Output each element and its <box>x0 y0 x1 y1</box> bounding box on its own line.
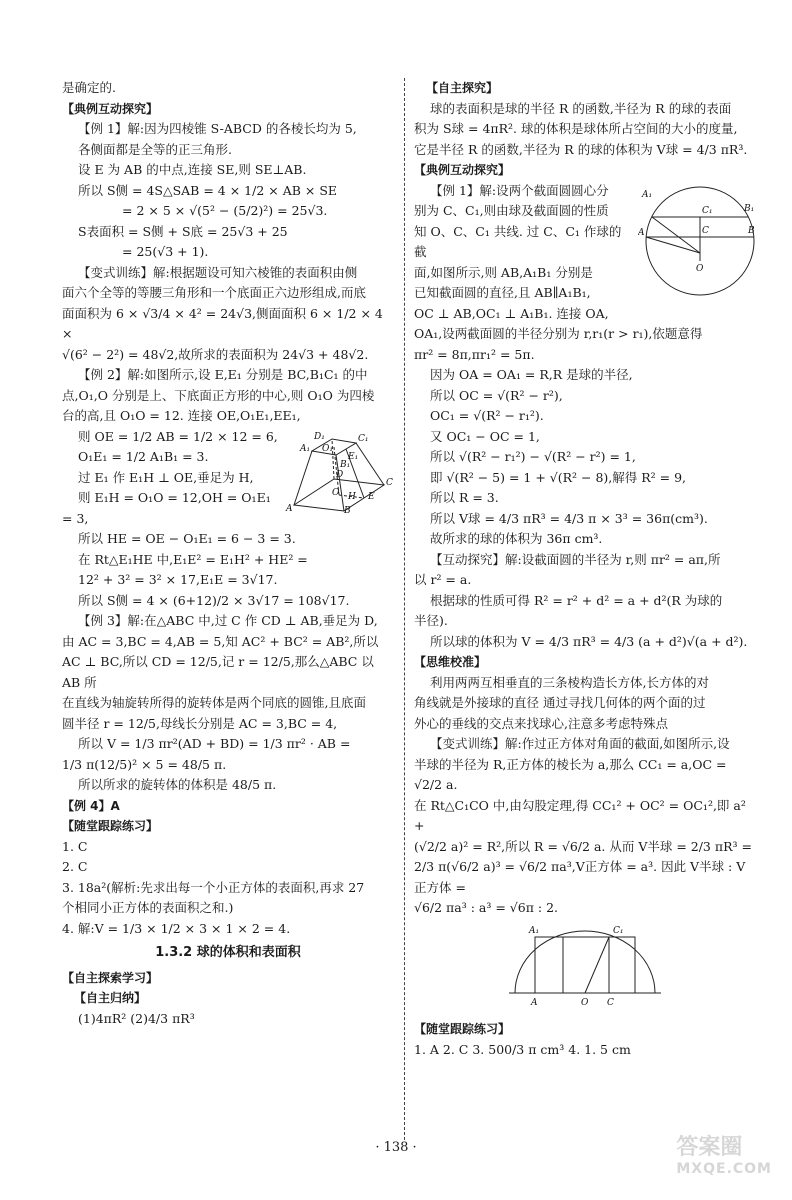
formula-line: √6/2 πa³ : a³ = √6π : 2. <box>414 900 558 915</box>
label-B: B <box>344 505 351 513</box>
answer-line: 1. A 2. C 3. 500/3 π cm³ 4. 1. 5 cm <box>414 1041 631 1057</box>
label-D1: D₁ <box>314 431 325 442</box>
label-A1: A₁ <box>300 443 311 454</box>
formula-line: 即 √(R² − 5) = 1 + √(R² − 8),解得 R² = 9, <box>430 469 687 485</box>
answer-line: 2. C <box>62 859 88 874</box>
text-line: 【例 1】解:因为四棱锥 S-ABCD 的各棱长均为 5, <box>78 121 357 136</box>
text-line: 球的表面积是球的半径 R 的函数,半径为 R 的球的表面 <box>430 100 732 116</box>
watermark-bottom: MXQE.COM <box>676 1161 772 1177</box>
page-number: · 138 · <box>375 1140 417 1155</box>
text-line: 已知截面圆的直径,且 AB∥A₁B₁, <box>414 285 591 300</box>
formula-line: 2/3 π(√6/2 a)³ = √6/2 πa³,V正方体 = a³. 因此 V半球 : V正方体 = <box>414 859 746 895</box>
formula-line: 则 OE = 1/2 AB = 1/2 × 12 = 6, <box>78 428 278 444</box>
formula-line: 所以 V球 = 4/3 πR³ = 4/3 π × 3³ = 36π(cm³). <box>430 510 708 526</box>
hemisphere-figure-wrap <box>414 923 756 1016</box>
text-line: 所以所求的旋转体的体积是 48/5 π. <box>78 777 277 792</box>
text-line: 【互动探究】解:设截面圆的半径为 r,则 πr² = aπ,所 <box>430 551 721 567</box>
formula-line: S表面积 = S侧 + S底 = 25√3 + 25 <box>78 223 288 239</box>
label-A1: A₁ <box>529 925 540 936</box>
section-heading: 【思维校准】 <box>414 655 487 669</box>
label-B: B <box>748 225 755 236</box>
text-line: 角线就是外接球的直径 通过寻找几何体的两个面的过 <box>414 695 706 710</box>
text-line: 个相同小正方体的表面积之和.) <box>62 900 234 915</box>
text-line: 因为 OA = OA₁ = R,R 是球的半径, <box>430 367 633 382</box>
formula-line: 所以 OC = √(R² − r²), <box>430 387 563 403</box>
formula-line: 所以 R = 3. <box>430 490 499 505</box>
text-line: 知 O、C、C₁ 共线. 过 C、C₁ 作球的截 <box>414 223 622 259</box>
watermark-top: 答案圈 <box>676 1135 743 1160</box>
section-heading: 【典例互动探究】 <box>414 163 511 177</box>
label-A: A <box>531 997 538 1008</box>
label-H: H <box>348 491 356 502</box>
text-line: 点,O₁,O 分别是上、下底面正方形的中心,则 O₁O 为四棱 <box>62 387 375 403</box>
label-C1: C₁ <box>358 433 369 444</box>
formula-line: 所以 √(R² − r₁²) − √(R² − r²) = 1, <box>430 449 636 464</box>
text-line: 【变式训练】解:作过正方体对角面的截面,如图所示,设 <box>430 736 730 751</box>
text-line: 别为 C、C₁,则由球及截面圆的性质 <box>414 203 609 218</box>
answer-line: 【例 4】A <box>62 798 120 813</box>
text-line: 由 AC = 3,BC = 4,AB = 5,知 AC² + BC² = AB²,所以 <box>62 633 379 649</box>
right-column <box>414 78 756 1060</box>
label-C: C <box>702 225 709 236</box>
text-line: OC ⊥ AB,OC₁ ⊥ A₁B₁. 连接 OA, <box>414 305 609 321</box>
formula-line: 所以 S侧 = 4 × (6+12)/2 × 3√17 = 108√17. <box>78 592 350 608</box>
text-line: 【例 1】解:设两个截面圆圆心分 <box>430 182 609 198</box>
text-line: 过 E₁ 作 E₁H ⊥ OE,垂足为 H, <box>78 469 254 485</box>
text-line: 在直线为轴旋转所得的旋转体是两个同底的圆锥,且底面 <box>62 695 366 710</box>
answer-line: 1. C <box>62 838 88 854</box>
text-line: 设 E 为 AB 的中点,连接 SE,则 SE⊥AB. <box>78 162 307 177</box>
formula-line: = 2 × 5 × √(5² − (5/2)²) = 25√3. <box>122 203 328 218</box>
column-divider <box>404 78 405 1140</box>
label-D: D <box>336 469 344 480</box>
label-C: C <box>607 997 614 1008</box>
text-line: 则 E₁H = O₁O = 12,OH = O₁E₁ = 3, <box>62 490 271 526</box>
sphere-section-figure <box>638 183 756 299</box>
formula-line: 所以 S侧 = 4S△SAB = 4 × 1/2 × AB × SE <box>78 182 338 198</box>
label-A: A <box>638 227 645 238</box>
formula-line: 又 OC₁ − OC = 1, <box>430 428 540 444</box>
frustum-figure <box>284 429 394 513</box>
label-O: O <box>581 997 589 1008</box>
text-line: 根据球的性质可得 R² = r² + d² = a + d²(R 为球的 <box>430 592 723 608</box>
label-C1: C₁ <box>613 925 624 936</box>
section-heading: 【随堂跟踪练习】 <box>414 1022 511 1036</box>
label-B1: B₁ <box>340 459 351 470</box>
label-B1: B₁ <box>744 203 755 214</box>
formula-line: (√2/2 a)² = R²,所以 R = √6/2 a. 从而 V半球 = 2/3 πR³ = <box>414 838 752 854</box>
text-line: 【例 3】解:在△ABC 中,过 C 作 CD ⊥ AB,垂足为 D, <box>78 613 378 628</box>
text-line: AC ⊥ BC,所以 CD = 12/5,记 r = 12/5,那么△ABC 以 AB 所 <box>62 654 374 690</box>
formula-line: = 25(√3 + 1). <box>122 244 209 259</box>
text-line: 利用两两互相垂直的三条棱构造长方体,长方体的对 <box>430 674 709 690</box>
formula-line: 1/3 π(12/5)² × 5 = 48/5 π. <box>62 756 227 772</box>
text-line: OA₁,设两截面圆的半径分别为 r,r₁(r > r₁),依题意得 <box>414 326 703 341</box>
sub-heading: 【自主归纳】 <box>74 991 147 1005</box>
text-line: 3. 18a²(解析:先求出每一个小正方体的表面积,再求 27 <box>62 879 365 895</box>
label-O1: O₁ <box>322 443 333 454</box>
answer-line: (1)4πR² (2)4/3 πR³ <box>78 1010 195 1026</box>
left-column <box>62 78 394 1029</box>
section-title: 1.3.2 球的体积和表面积 <box>155 945 301 960</box>
label-A1: A₁ <box>642 189 653 200</box>
section-heading: 【自主探究】 <box>426 81 499 95</box>
label-A: A <box>286 503 293 513</box>
text-line: √(6² − 2²) = 48√2,故所求的表面积为 24√3 + 48√2. <box>62 346 369 362</box>
label-O: O <box>332 487 340 498</box>
text-line: 它是半径 R 的函数,半径为 R 的球的体积为 V球 = 4/3 πR³. <box>414 141 748 157</box>
text-line: 【例 2】解:如图所示,设 E,E₁ 分别是 BC,B₁C₁ 的中 <box>78 367 368 382</box>
text-line: 是确定的. <box>62 80 116 95</box>
watermark-logo <box>676 1130 772 1177</box>
formula-line: 所以 V = 1/3 πr²(AD + BD) = 1/3 πr² · AB = <box>78 736 351 751</box>
formula-line: OC₁ = √(R² − r₁²). <box>430 408 544 423</box>
text-line: 半径). <box>414 613 448 628</box>
section-heading: 【自主探索学习】 <box>62 970 159 985</box>
label-E: E <box>368 491 375 502</box>
hemisphere-figure <box>505 923 665 1009</box>
text-line: 在 Rt△C₁CO 中,由勾股定理,得 CC₁² + OC² = OC₁²,即 a² + <box>414 797 746 833</box>
formula-line: 在 Rt△E₁HE 中,E₁E² = E₁H² + HE² = <box>78 551 308 567</box>
label-C1: C₁ <box>702 205 713 216</box>
text-line: 各侧面都是全等的正三角形. <box>78 141 232 157</box>
formula-line: 所以 HE = OE − O₁E₁ = 6 − 3 = 3. <box>78 531 296 546</box>
text-line: 面,如图所示,则 AB,A₁B₁ 分别是 <box>414 264 593 280</box>
text-line: 台的高,且 O₁O = 12. 连接 OE,O₁E₁,EE₁, <box>62 408 301 423</box>
text-line: 面六个全等的等腰三角形和一个底面正六边形组成,而底 <box>62 285 366 300</box>
text-line: 面面积为 6 × √3/4 × 4² = 24√3,侧面面积 6 × 1/2 × 4 × <box>62 305 383 341</box>
label-O: O <box>696 263 704 274</box>
text-line: 积为 S球 = 4πR². 球的体积是球体所占空间的大小的度量, <box>414 121 738 136</box>
label-C: C <box>386 477 393 488</box>
text-line: 半球的半径为 R,正方体的棱长为 a,那么 CC₁ = a,OC = √2/2 a. <box>414 756 727 792</box>
label-E1: E₁ <box>348 451 359 462</box>
text-line: 外心的垂线的交点来找球心,注意多考虑特殊点 <box>414 715 668 731</box>
text-line: 圆半径 r = 12/5,母线长分别是 AC = 3,BC = 4, <box>62 715 338 731</box>
text-line: 【变式训练】解:根据题设可知六棱锥的表面积由侧 <box>78 264 358 280</box>
section-heading: 【随堂跟踪练习】 <box>62 819 159 833</box>
formula-line: πr² = 8π,πr₁² = 5π. <box>414 346 535 362</box>
formula-line: 12² + 3² = 3² × 17,E₁E = 3√17. <box>78 572 278 587</box>
formula-line: 所以球的体积为 V = 4/3 πR³ = 4/3 (a + d²)√(a + d²). <box>430 633 748 649</box>
section-heading: 【典例互动探究】 <box>62 101 159 116</box>
text-line: 故所求的球的体积为 36π cm³. <box>430 531 603 546</box>
text-line: 以 r² = a. <box>414 572 472 587</box>
formula-line: 4. 解:V = 1/3 × 1/2 × 3 × 1 × 2 = 4. <box>62 920 291 936</box>
formula-line: O₁E₁ = 1/2 A₁B₁ = 3. <box>78 449 209 464</box>
